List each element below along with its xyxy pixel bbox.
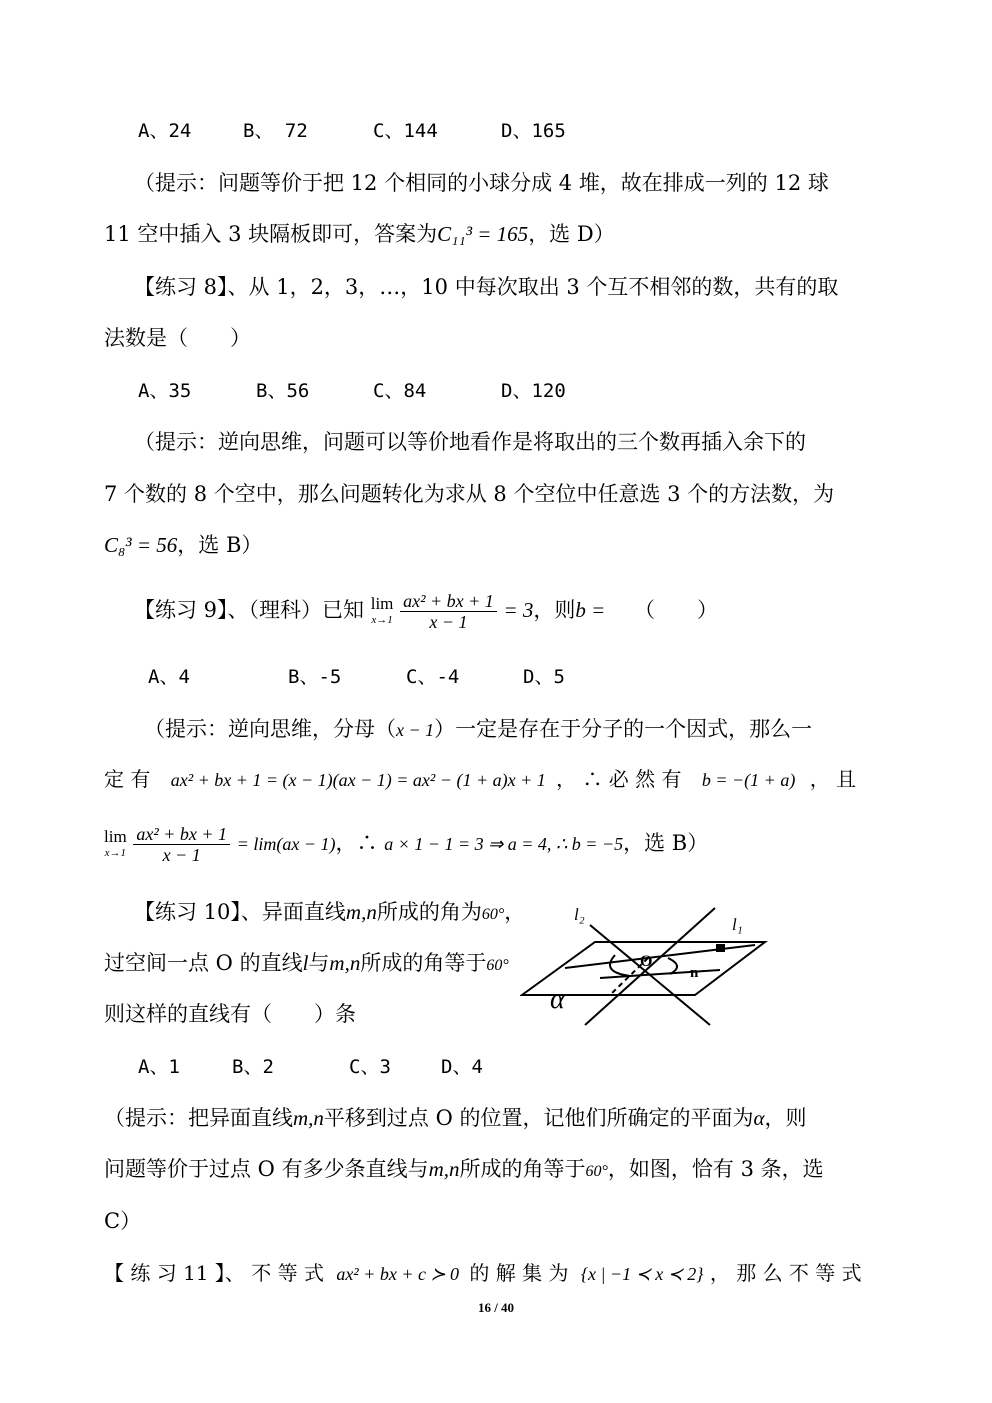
options-row-8: [138, 376, 566, 406]
option-d: D、5: [523, 666, 565, 688]
limit-fraction: $\frac{\text{ax² + bx + 1}}{x - 1}$: [400, 591, 497, 632]
option-c: C、144: [373, 120, 438, 142]
option-c: C、84: [373, 380, 427, 402]
option-a: A、35: [138, 380, 192, 402]
exercise-10-line1: 【练习 10】、异面直线m,n所成的角为60°，: [134, 900, 526, 924]
option-c: C、-4: [406, 666, 460, 688]
options-row-9: [148, 662, 565, 692]
hint-10-line3: C）: [104, 1209, 142, 1233]
option-b: B、-5: [288, 666, 342, 688]
page-number: 16 / 40: [477, 1300, 515, 1315]
svg-text:α: α: [550, 984, 565, 1015]
options-row-7: [138, 116, 566, 146]
line-m: [565, 945, 755, 968]
hint-8-line3: C₈³ = 56，选 B）: [104, 533, 263, 557]
option-d: D、120: [501, 380, 566, 402]
limit-operator: lim x→1: [370, 593, 394, 626]
exercise-9: 【练习 9】、（理科）已知 lim x→1 $\frac{\text{ax² + bx + 1}}{x - 1}$ = 3，则b = （ ）: [134, 591, 718, 632]
right-angle-mark: [716, 944, 725, 952]
option-a: A、4: [148, 666, 190, 688]
svg-text:O: O: [640, 953, 653, 970]
hint-7-line1: （提示：问题等价于把 12 个相同的小球分成 4 堆，故在排成一列的 12 球: [134, 171, 829, 195]
hint-7-line2: 11 空中插入 3 块隔板即可，答案为C₁₁³ = 165，选 D）: [104, 222, 615, 246]
hint-9-line3: lim x→1 $\frac{\text{ax² + bx + 1}}{x - 1}$ = lim(ax − 1)，∴ a × 1 − 1 = 3 ⇒ a = 4, ∴ b = −5，选 B）: [104, 824, 709, 865]
exercise-8-line2: 法数是（ ）: [104, 326, 251, 350]
option-d: D、4: [441, 1056, 483, 1078]
exercise-10-line3: 则这样的直线有（ ）条: [104, 1002, 356, 1026]
hint-8-line1: （提示：逆向思维，问题可以等价地看作是将取出的三个数再插入余下的: [134, 430, 806, 454]
combination-formula: C₈³ = 56: [104, 533, 178, 557]
exercise-8-line1: 【练习 8】、从 1，2，3，…，10 中每次取出 3 个互不相邻的数，共有的取: [134, 275, 839, 299]
skew-lines-figure: [520, 900, 780, 1035]
option-a: A、1: [138, 1056, 180, 1078]
option-b: B、56: [256, 380, 310, 402]
options-row-10: [138, 1052, 483, 1082]
svg-text:l₂: l₂: [574, 905, 585, 924]
option-d: D、165: [501, 120, 566, 142]
svg-text:n: n: [690, 965, 699, 981]
hint-8-line2: 7 个数的 8 个空中，那么问题转化为求从 8 个空位中任意选 3 个的方法数，为: [104, 482, 835, 506]
hint-9-line1: （提示：逆向思维，分母（x − 1）一定是存在于分子的一个因式，那么一: [144, 717, 813, 741]
option-b: B、2: [232, 1056, 274, 1078]
hint-10-line2: 问题等价于过点 O 有多少条直线与m,n所成的角等于60°，如图，恰有 3 条，选: [104, 1157, 824, 1181]
combination-formula: C₁₁³ = 165: [437, 222, 529, 246]
hint-9-line2: 定 有 ax² + bx + 1 = (x − 1)(ax − 1) = ax² − (1 + a)x + 1 ， ∴ 必 然 有 b = −(1 + a) ， 且: [104, 767, 857, 791]
option-c: C、3: [349, 1056, 391, 1078]
exercise-10-line2: 过空间一点 O 的直线l与m,n所成的角等于60°: [104, 951, 509, 975]
svg-text:l₁: l₁: [732, 915, 743, 934]
hint-10-line1: （提示：把异面直线m,n平移到过点 O 的位置，记他们所确定的平面为α，则: [104, 1106, 807, 1130]
angle-arc: [610, 955, 630, 976]
option-b: B、 72: [243, 120, 308, 142]
option-a: A、24: [138, 120, 192, 142]
exercise-11-line1: 【 练 习 11 】、 不 等 式 ax² + bx + c ≻ 0 的 解 集 为 {x | −1 ≺ x ≺ 2} ， 那 么 不 等 式: [104, 1261, 862, 1285]
